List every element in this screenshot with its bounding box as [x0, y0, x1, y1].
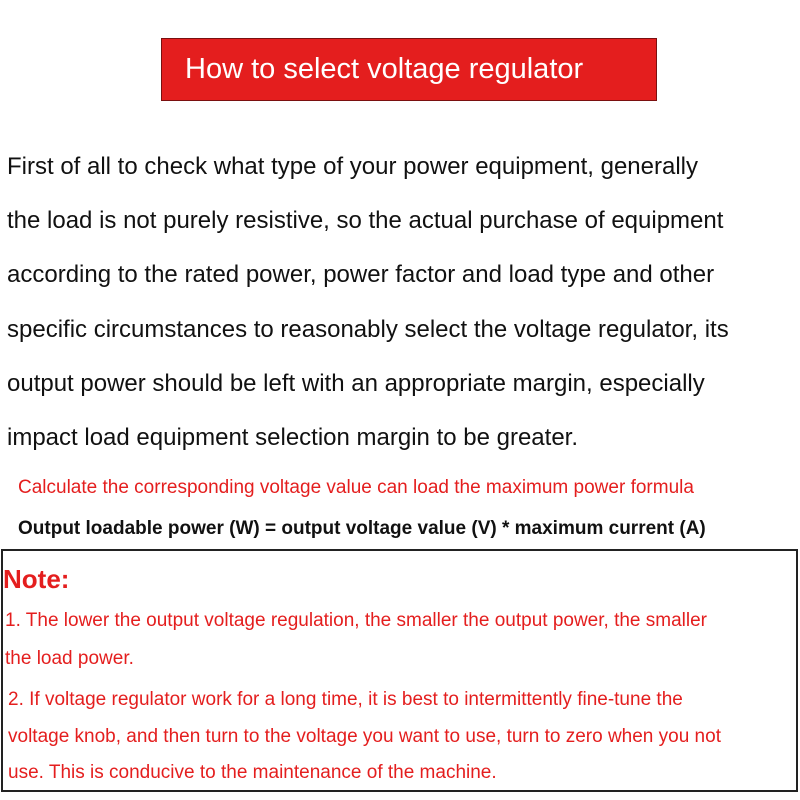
- note-item-2-line: 2. If voltage regulator work for a long time, it is best to intermittently fine-tune the: [8, 689, 683, 710]
- intro-line: specific circumstances to reasonably select the voltage regulator, its: [7, 316, 729, 343]
- intro-line: according to the rated power, power factor and load type and other: [7, 261, 715, 288]
- page-title: How to select voltage regulator: [161, 38, 657, 101]
- intro-line: impact load equipment selection margin to be greater.: [7, 424, 578, 451]
- power-formula: Output loadable power (W) = output voltage value (V) * maximum current (A): [18, 518, 706, 539]
- note-item-1-line: the load power.: [5, 648, 134, 669]
- formula-intro: Calculate the corresponding voltage value can load the maximum power formula: [18, 477, 694, 498]
- intro-line: the load is not purely resistive, so the actual purchase of equipment: [7, 207, 724, 234]
- note-item-1-line: 1. The lower the output voltage regulation, the smaller the output power, the smaller: [5, 610, 708, 631]
- note-item-2-line: voltage knob, and then turn to the voltage you want to use, turn to zero when you not: [8, 726, 721, 747]
- note-heading: Note:: [3, 564, 70, 594]
- note-item-2-line: use. This is conducive to the maintenance of the machine.: [8, 762, 497, 783]
- intro-line: output power should be left with an appropriate margin, especially: [7, 370, 705, 397]
- intro-line: First of all to check what type of your power equipment, generally: [7, 153, 699, 180]
